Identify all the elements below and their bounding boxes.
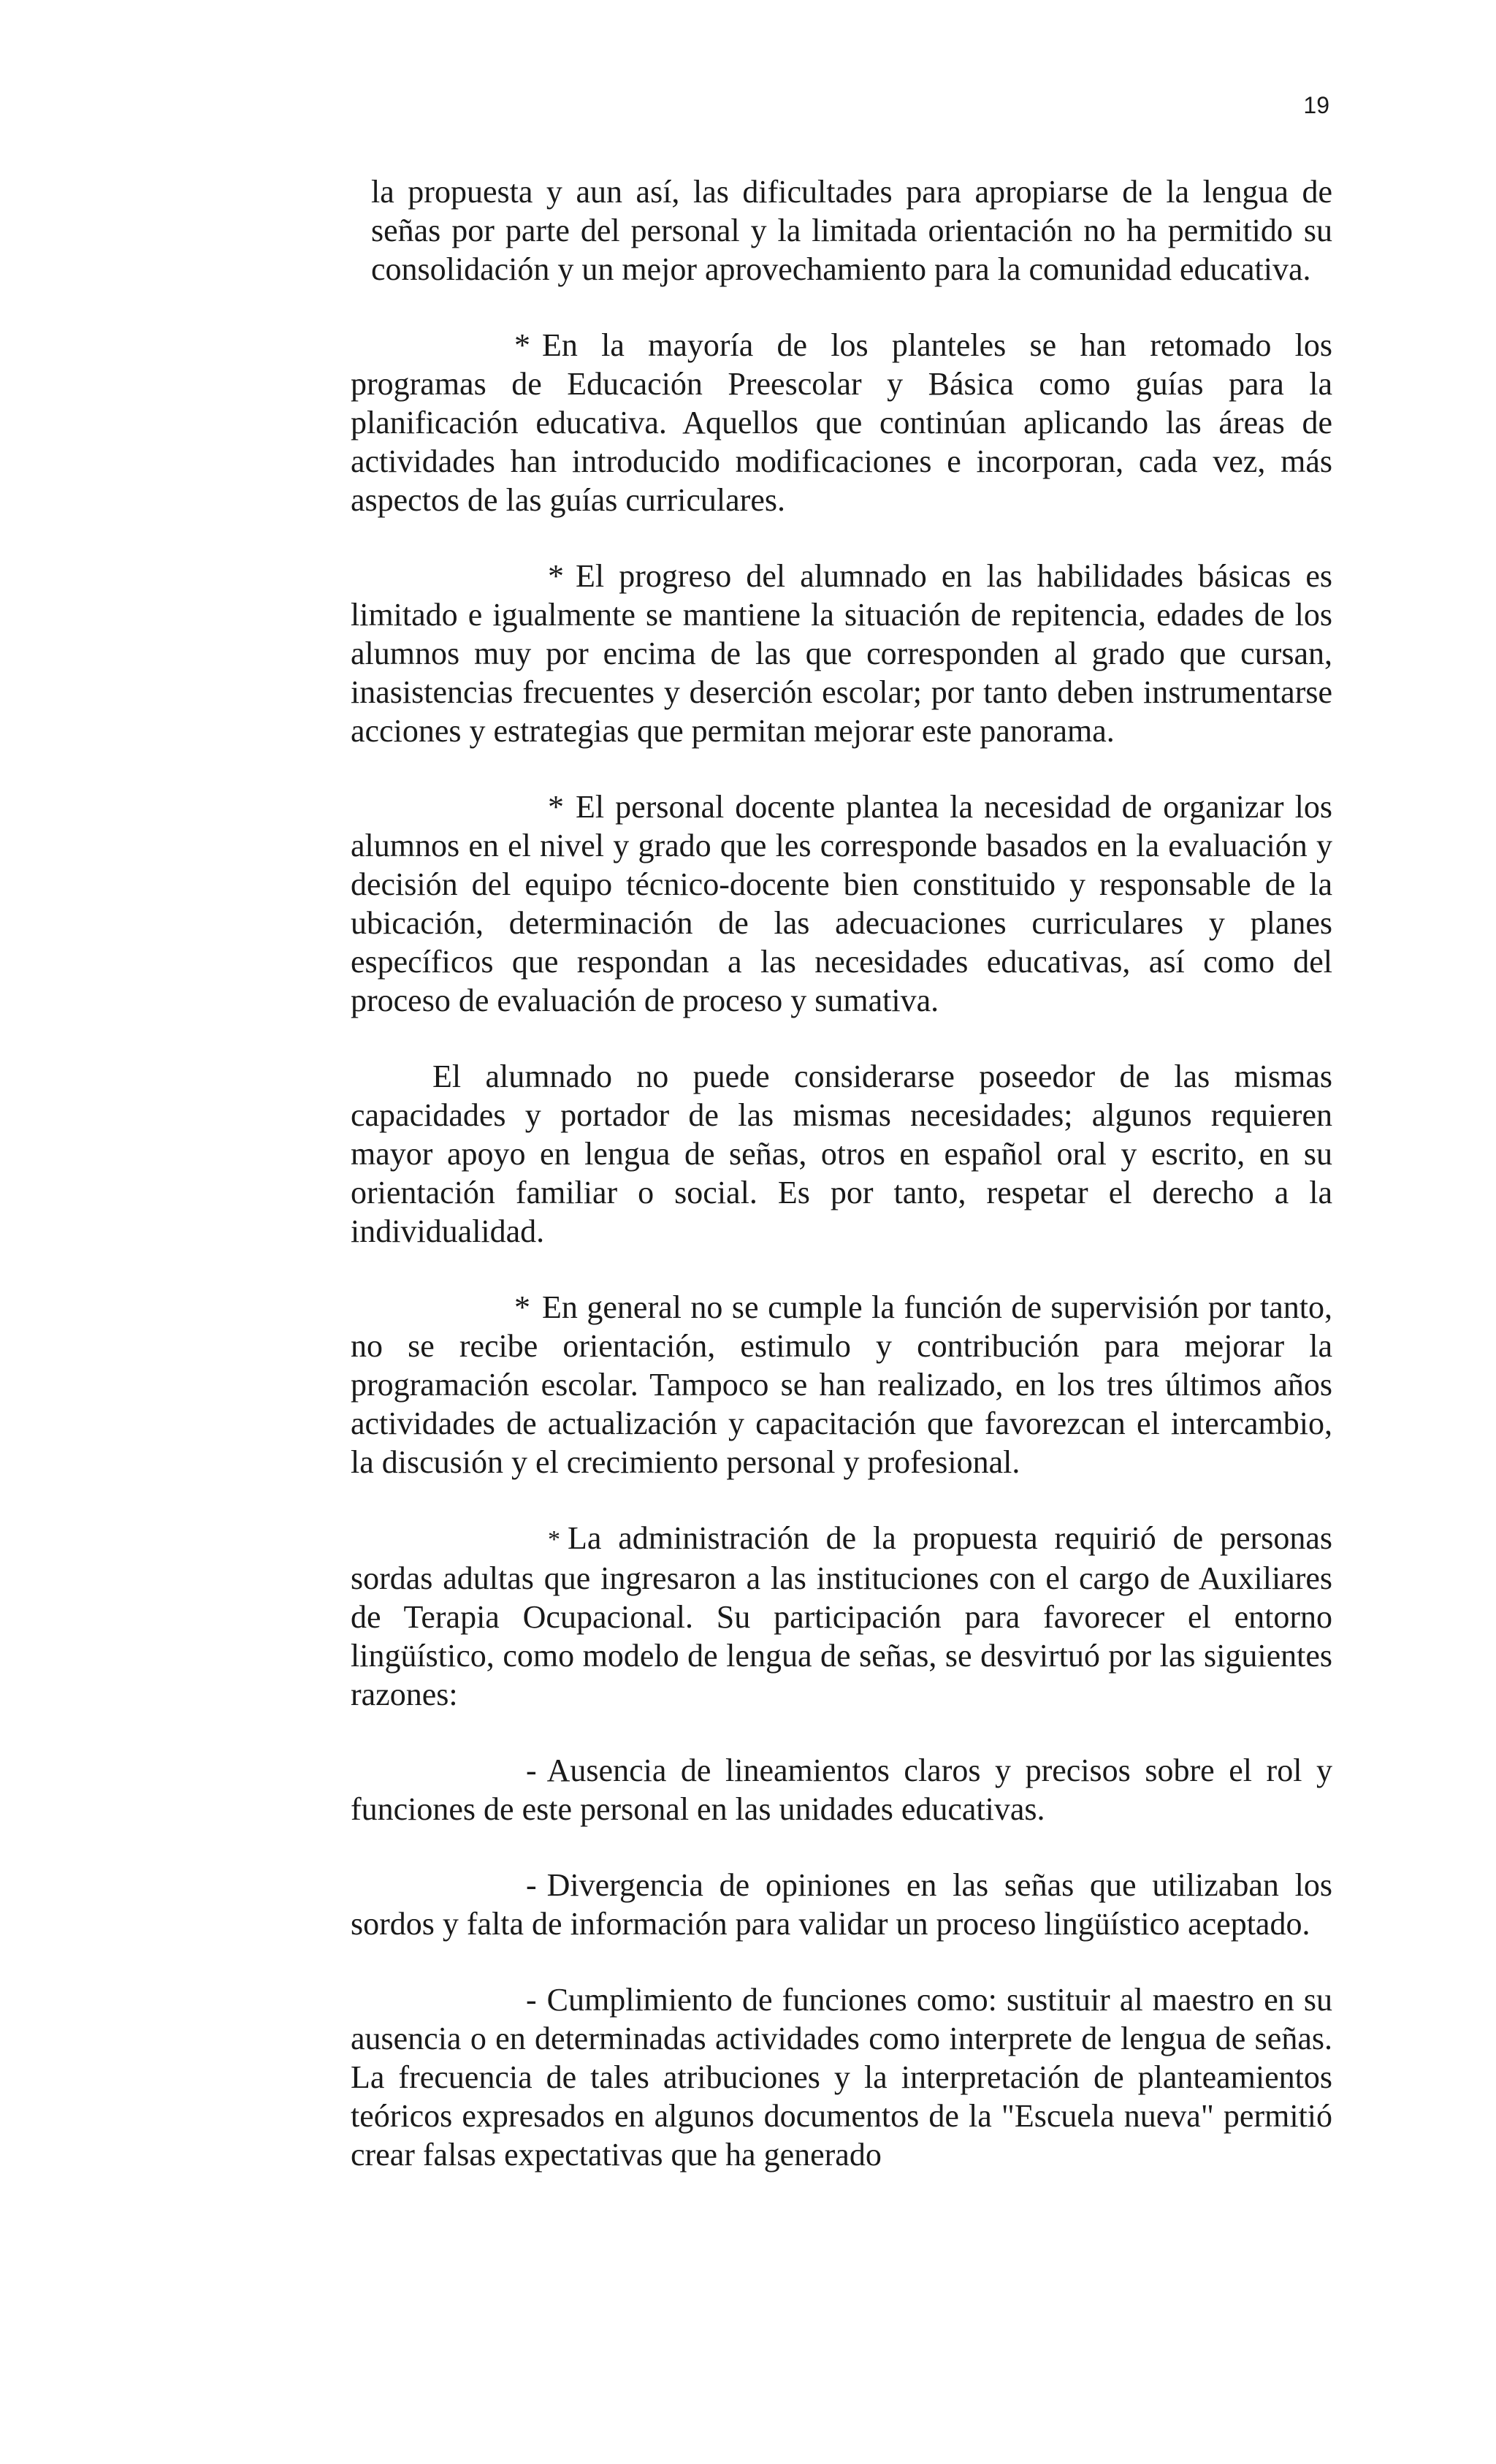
paragraph bbox=[351, 1057, 1332, 1251]
bullet-paragraph bbox=[351, 1519, 1332, 1714]
dash-marker: - bbox=[526, 1867, 537, 1903]
bullet-paragraph bbox=[351, 1288, 1332, 1481]
dash-paragraph bbox=[351, 1866, 1332, 1943]
dash-marker: - bbox=[526, 1982, 537, 2018]
paragraph bbox=[351, 172, 1332, 289]
paragraph-text: En general no se cumple la función de supervisión por tanto, no se recibe orientación, estimulo y contribución para mejorar la programación escolar. Tampoco se han realizado, en los tres últimos años actividades de actualización y capacitación que favorezcan el intercambio, la discusión y el crecimiento personal y profesional. bbox=[351, 1289, 1332, 1480]
asterisk-marker: * bbox=[548, 558, 564, 594]
asterisk-marker: * bbox=[548, 1526, 560, 1553]
paragraph-text: Ausencia de lineamientos claros y precisos sobre el rol y funciones de este personal en las unidades educativas. bbox=[351, 1752, 1332, 1827]
paragraph-text: El alumnado no puede considerarse poseedor de las mismas capacidades y portador de las mismas necesidades; algunos requieren mayor apoyo en lengua de señas, otros en español oral y escrito, en su orientación familiar o social. Es por tanto, respetar el derecho a la individualidad. bbox=[351, 1059, 1332, 1249]
bullet-paragraph bbox=[351, 326, 1332, 519]
paragraph-text: El progreso del alumnado en las habilidades básicas es limitado e igualmente se mantiene la situación de repitencia, edades de los alumnos muy por encima de las que corresponden al grado que cursan, inasistencias frecuentes y deserción escolar; por tanto deben instrumentarse acciones y estrategias que permitan mejorar este panorama. bbox=[351, 558, 1332, 749]
bullet-paragraph bbox=[351, 557, 1332, 750]
paragraph-text: La administración de la propuesta requirió de personas sordas adultas que ingresaron a las instituciones con el cargo de Auxiliares de Terapia Ocupacional. Su participación para favorecer el entorno lingüístico, como modelo de lengua de señas, se desvirtuó por las siguientes razones: bbox=[351, 1520, 1332, 1712]
paragraph-text: la propuesta y aun así, las dificultades para apropiarse de la lengua de señas por parte del personal y la limitada orientación no ha permitido su consolidación y un mejor aprovechamiento para la comunidad educativa. bbox=[371, 174, 1332, 287]
dash-paragraph bbox=[351, 1980, 1332, 2174]
document-body bbox=[351, 172, 1332, 2211]
bullet-paragraph bbox=[351, 787, 1332, 1020]
page-number: 19 bbox=[1303, 92, 1329, 118]
paragraph-text: En la mayoría de los planteles se han retomado los programas de Educación Preescolar y Básica como guías para la planificación educativa. Aquellos que continúan aplicando las áreas de actividades han introducido modificaciones e incorporan, cada vez, más aspectos de las guías curriculares. bbox=[351, 327, 1332, 518]
asterisk-marker: * bbox=[514, 327, 530, 363]
asterisk-marker: * bbox=[514, 1289, 530, 1325]
paragraph-text: El personal docente plantea la necesidad de organizar los alumnos en el nivel y grado que les corresponde basados en la evaluación y decisión del equipo técnico-docente bien constituido y responsable de la ubicación, determinación de las adecuaciones curriculares y planes específicos que respondan a las necesidades educativas, así como del proceso de evaluación de proceso y sumativa. bbox=[351, 789, 1332, 1018]
paragraph-text: Divergencia de opiniones en las señas que utilizaban los sordos y falta de información para validar un proceso lingüístico aceptado. bbox=[351, 1867, 1332, 1942]
dash-marker: - bbox=[526, 1752, 537, 1788]
asterisk-marker: * bbox=[548, 789, 564, 825]
dash-paragraph bbox=[351, 1751, 1332, 1828]
paragraph-text: Cumplimiento de funciones como: sustituir al maestro en su ausencia o en determinadas actividades como interprete de lengua de señas. La frecuencia de tales atribuciones y la interpretación de planteamientos teóricos expresados en algunos documentos de la "Escuela nueva" permitió crear falsas expectativas que ha generado bbox=[351, 1982, 1332, 2173]
